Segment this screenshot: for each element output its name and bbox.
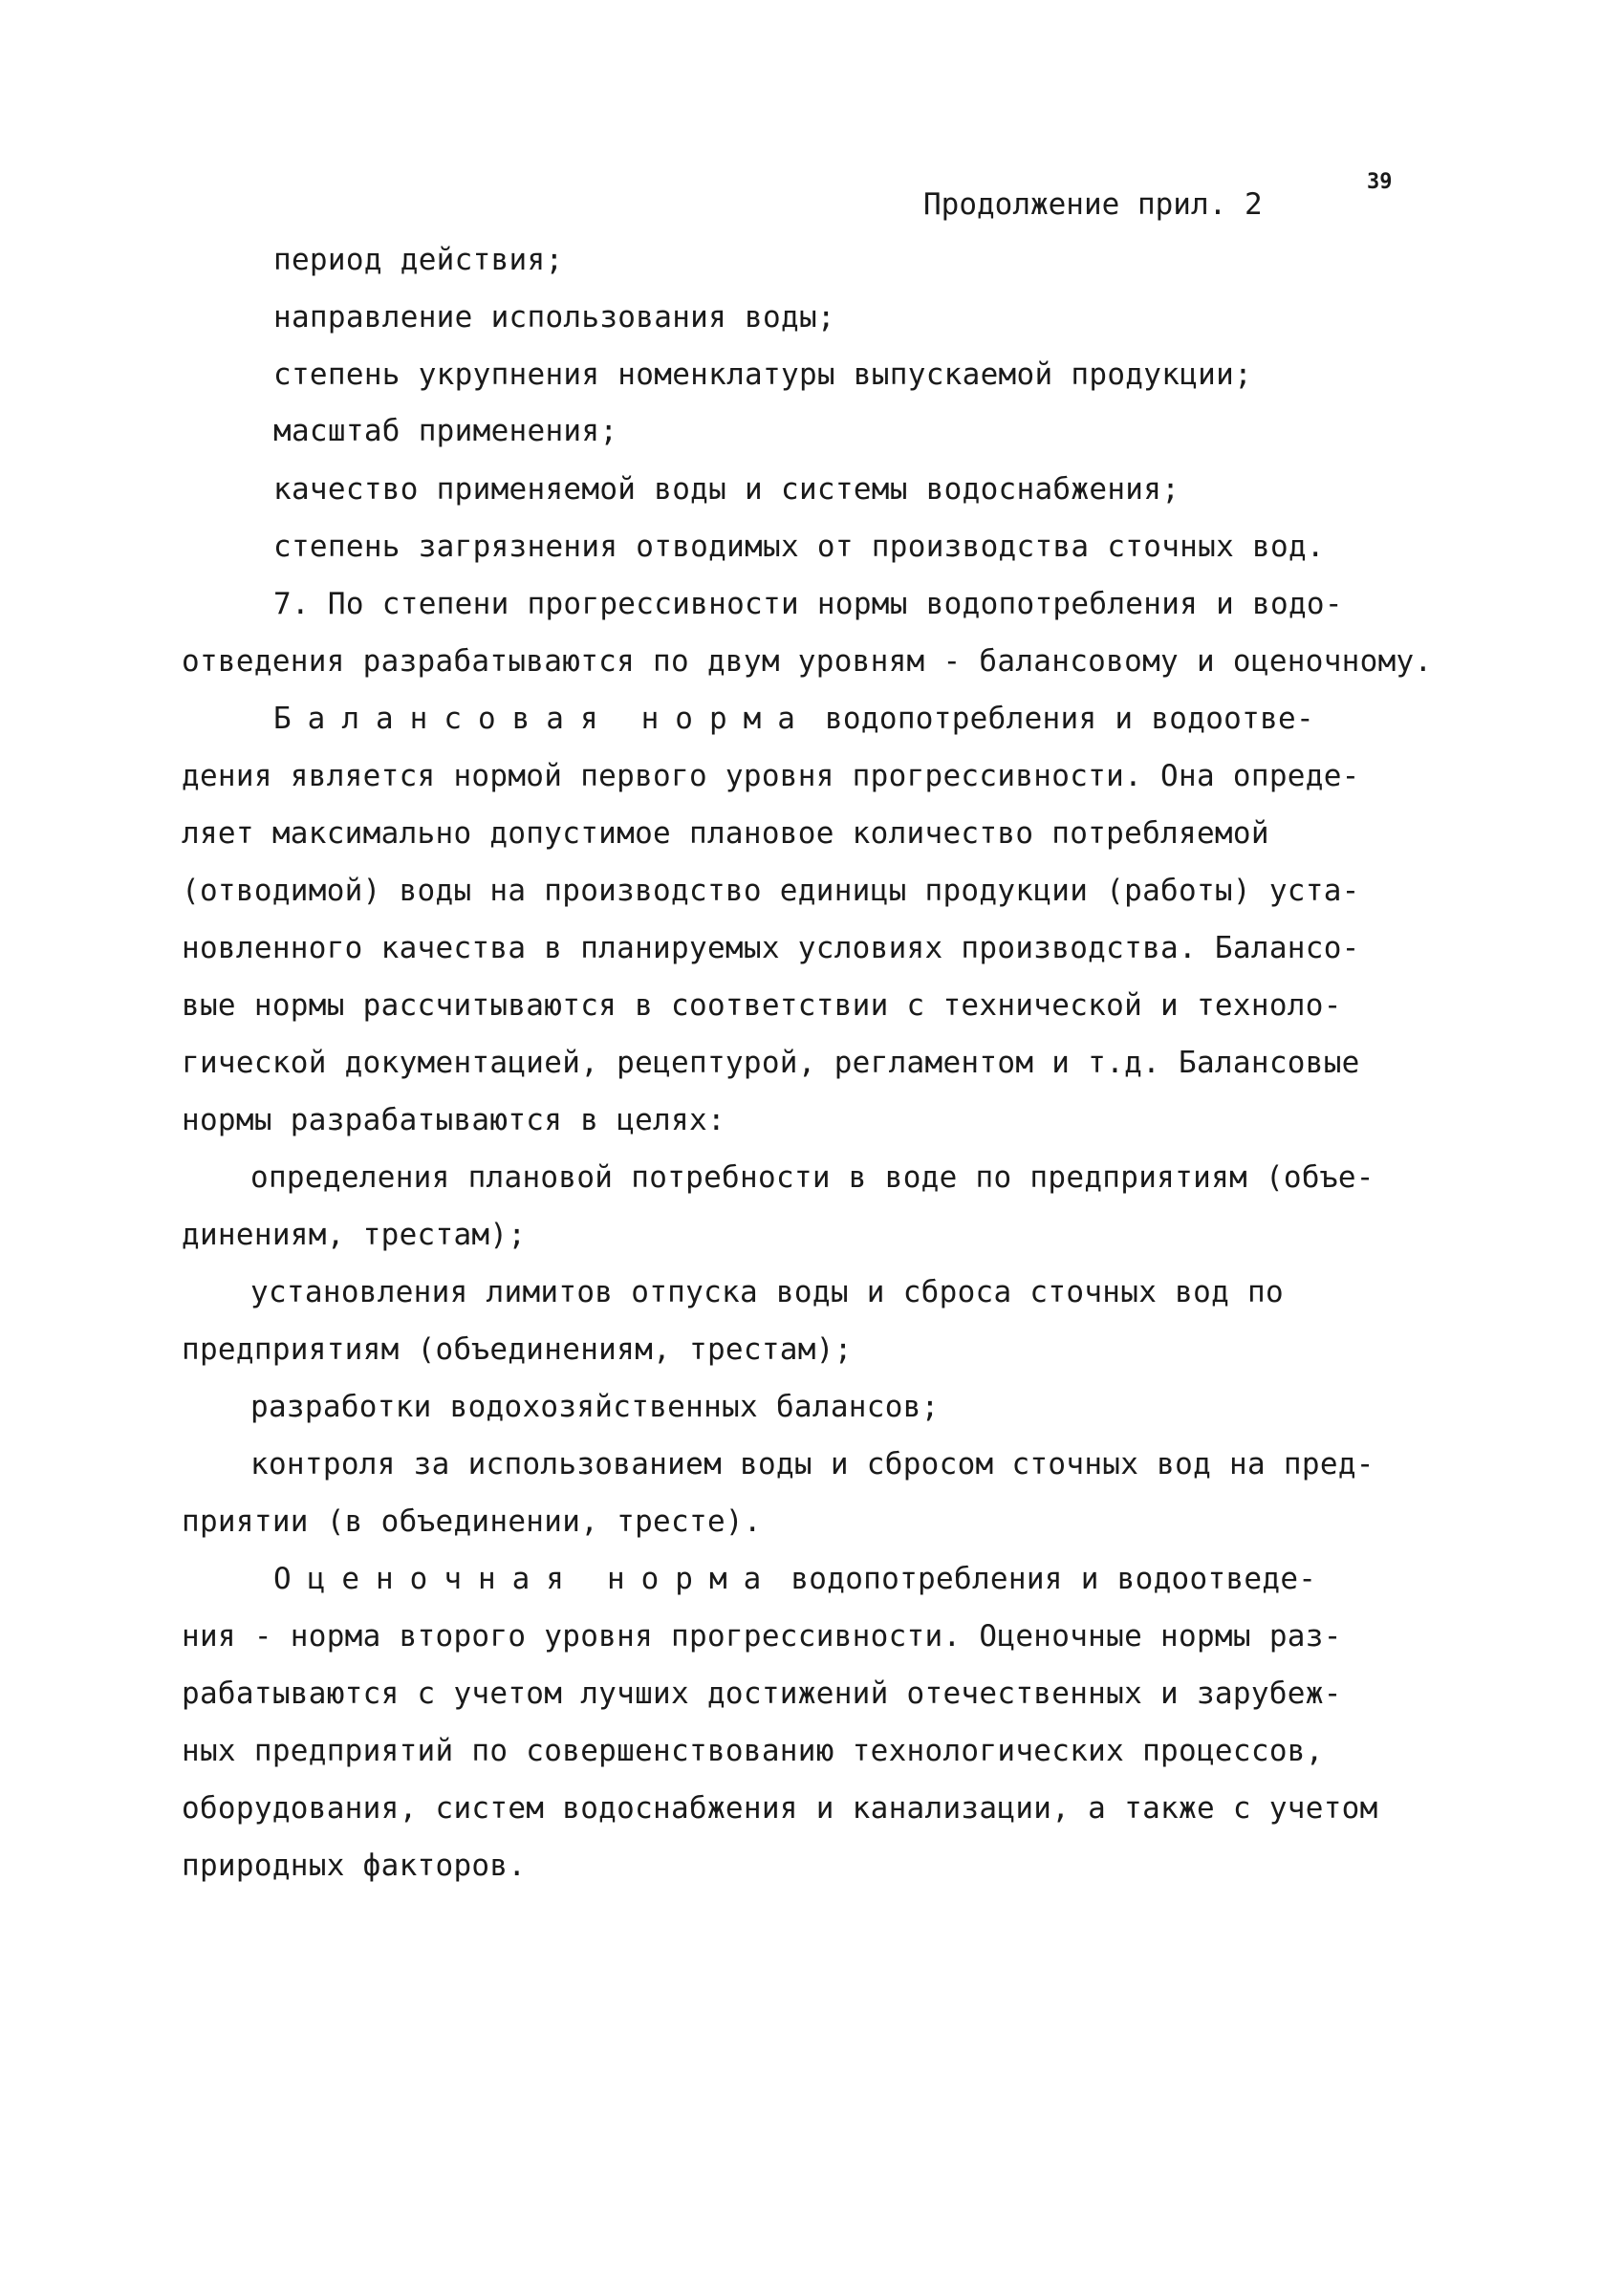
paragraph-line: вые нормы рассчитываются в соответствии с технической и техноло-: [182, 988, 1342, 1023]
paragraph-line: 7. По степени прогрессивности нормы водопотребления и водо-: [273, 587, 1343, 621]
paragraph-line: отведения разрабатываются по двум уровням - балансовому и оценочному.: [182, 644, 1433, 679]
paragraph-line: гической документацией, рецептурой, регламентом и т.д. Балансовые: [182, 1046, 1360, 1080]
list-item: степень загрязнения отводимых от производства сточных вод.: [273, 530, 1325, 564]
paragraph-line: ния - норма второго уровня прогрессивности. Оценочные нормы раз-: [182, 1619, 1342, 1654]
paragraph-line: ляет максимально допустимое плановое количество потребляемой: [182, 816, 1269, 851]
term-continuation: водопотребления и водоотведе-: [790, 1562, 1317, 1596]
goal-line: динениям, трестам);: [182, 1218, 527, 1252]
paragraph-line: ных предприятий по совершенствованию технологических процессов,: [182, 1734, 1324, 1768]
spaced-term: норма: [640, 702, 812, 736]
paragraph-line: (отводимой) воды на производство единицы продукции (работы) уста-: [182, 874, 1360, 908]
goal-line: определения плановой потребности в воде по предприятиям (объе-: [250, 1160, 1375, 1195]
spaced-term: норма: [606, 1562, 778, 1596]
paragraph-line: нормы разрабатываются в целях:: [182, 1103, 725, 1137]
paragraph-line: [273, 1562, 1316, 1596]
spaced-term: Оценочная: [273, 1562, 580, 1596]
paragraph-line: дения является нормой первого уровня прогрессивности. Она опреде-: [182, 759, 1360, 793]
paragraph-line: рабатываются с учетом лучших достижений отечественных и зарубеж-: [182, 1676, 1342, 1711]
spaced-term: Балансовая: [273, 702, 615, 736]
term-continuation: водопотребления и водоотве-: [824, 702, 1314, 736]
list-item: период действия;: [273, 243, 564, 277]
goal-line: приятии (в объединении, тресте).: [182, 1504, 762, 1539]
paragraph-line: новленного качества в планируемых условиях производства. Балансо-: [182, 931, 1360, 965]
goal-line: разработки водохозяйственных балансов;: [250, 1390, 940, 1424]
goal-line: предприятиям (объединениям, трестам);: [182, 1332, 853, 1367]
page-number: 39: [1367, 170, 1393, 194]
goal-line: контроля за использованием воды и сбросом сточных вод на пред-: [250, 1447, 1375, 1481]
paragraph-line: оборудования, систем водоснабжения и канализации, а также с учетом: [182, 1791, 1378, 1826]
paragraph-line: природных факторов.: [182, 1849, 527, 1883]
list-item: степень укрупнения номенклатуры выпускаемой продукции;: [273, 357, 1253, 392]
list-item: качество применяемой воды и системы водоснабжения;: [273, 472, 1180, 507]
paragraph-line: [273, 702, 1314, 736]
list-item: направление использования воды;: [273, 300, 835, 335]
page-header: Продолжение прил. 2: [923, 187, 1263, 222]
list-item: масштаб применения;: [273, 414, 618, 448]
goal-line: установления лимитов отпуска воды и сброса сточных вод по: [250, 1275, 1284, 1309]
